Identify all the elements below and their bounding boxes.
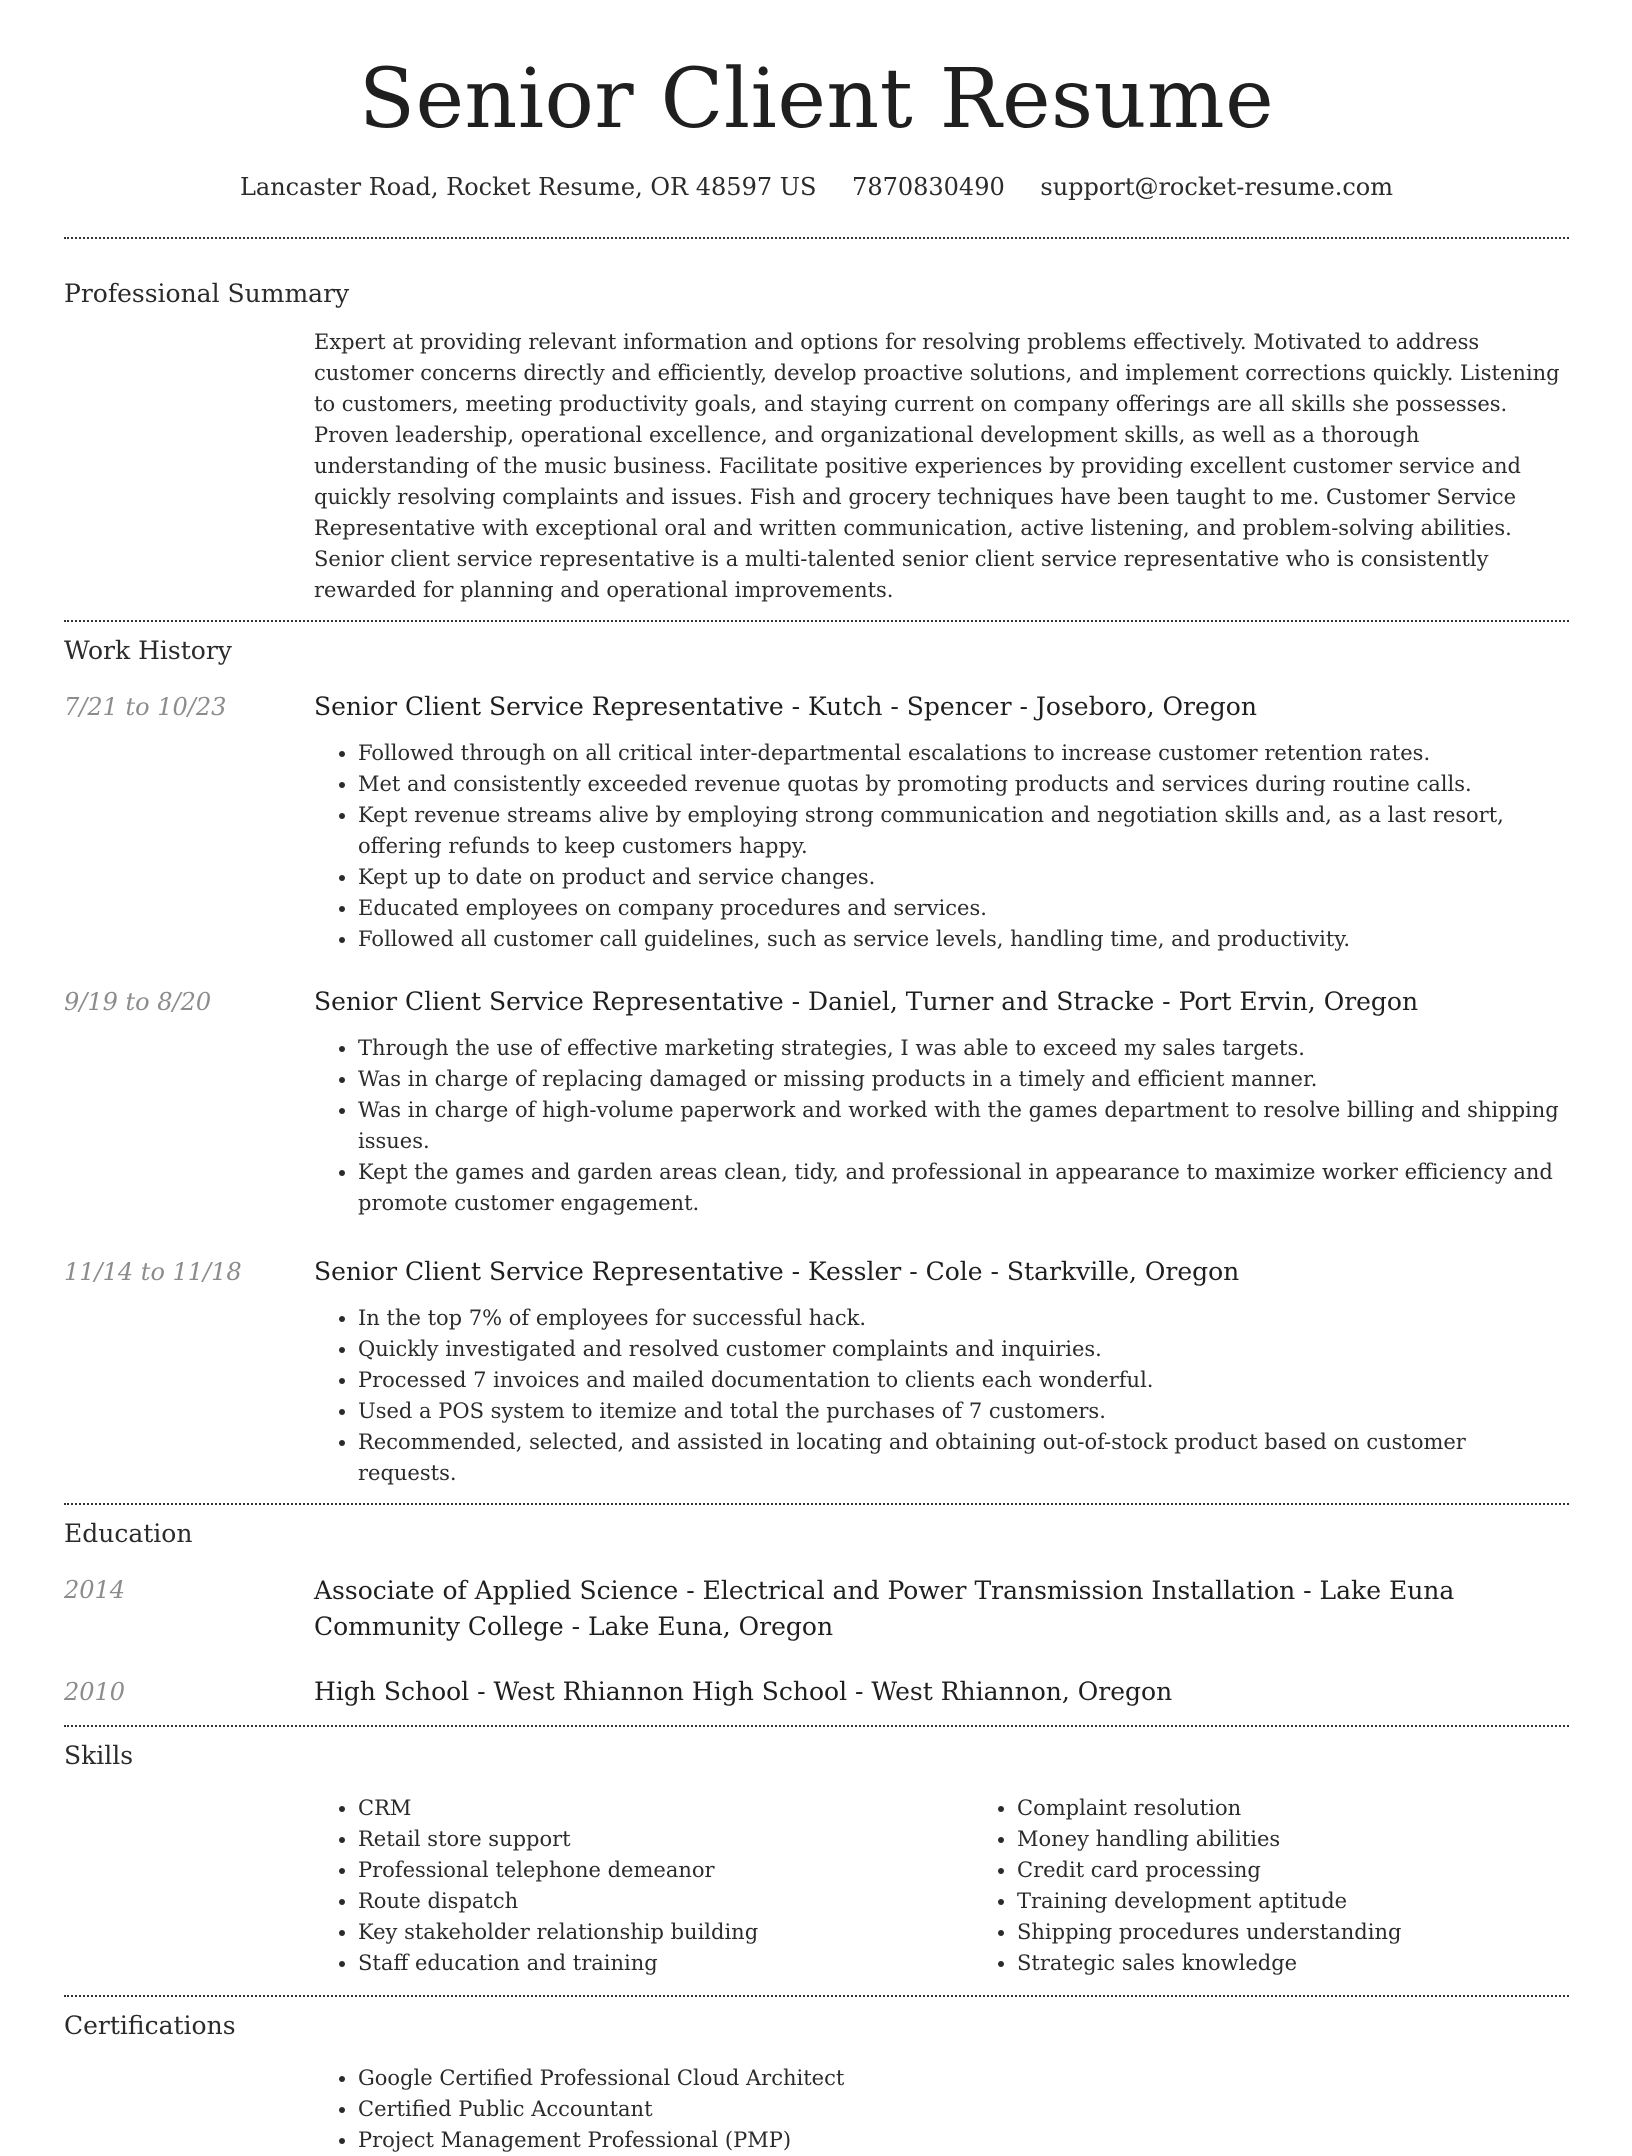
list-item: • Kept up to date on product and service changes. <box>358 862 1569 893</box>
resume-name: Senior Client Resume <box>358 52 1275 147</box>
education-year: 2010 <box>64 1678 126 1706</box>
list-item: • Processed 7 invoices and mailed documentation to clients each wonderful. <box>358 1365 1569 1396</box>
skills-list-left <box>314 1793 973 1979</box>
list-item: • Shipping procedures understanding <box>1017 1917 1632 1948</box>
list-item: • Followed all customer call guidelines, such as service levels, handling time, and productivity. <box>358 924 1569 955</box>
list-item: • Professional telephone demeanor <box>358 1855 973 1886</box>
list-item: • Was in charge of high-volume paperwork and worked with the games department to resolve billing and shipping issues. <box>358 1095 1569 1157</box>
list-item: • Met and consistently exceeded revenue quotas by promoting products and services during routine calls. <box>358 769 1569 800</box>
job-bullets <box>314 738 1569 955</box>
job-entry <box>64 690 1569 955</box>
list-item: • Project Management Professional (PMP) <box>358 2125 1569 2156</box>
list-item: • Educated employees on company procedures and services. <box>358 893 1569 924</box>
education-entry <box>64 1573 1569 1645</box>
list-item: • Staff education and training <box>358 1948 973 1979</box>
job-bullets <box>314 1303 1569 1489</box>
certifications-list <box>314 2063 1569 2156</box>
summary-text: Expert at providing relevant information and options for resolving problems effectively. Motivated to address customer concerns directly and efficiently, develop proactive solutions, and implement corrections quickly. Listening to customers, meeting productivity goals, and staying current on company offerings are all skills she possesses. Proven leadership, operational excellence, and organizational development skills, as well as a thorough understanding of the music business. Facilitate positive experiences by providing excellent customer service and quickly resolving complaints and issues. Fish and grocery techniques have been taught to me. Customer Service Representative with exceptional oral and written communication, active listening, and problem-solving abilities. Senior client service representative is a multi-talented senior client service representative who is consistently rewarded for planning and operational improvements. <box>314 330 1560 602</box>
divider <box>64 1725 1569 1727</box>
job-dates: 11/14 to 11/18 <box>64 1258 242 1286</box>
section-title-skills: Skills <box>64 1741 134 1770</box>
education-heading: High School - West Rhiannon High School - West Rhiannon, Oregon <box>314 1677 1173 1706</box>
job-heading: Senior Client Service Representative - Kutch - Spencer - Joseboro, Oregon <box>314 692 1257 721</box>
section-title-work: Work History <box>64 636 232 665</box>
list-item: • Followed through on all critical inter-departmental escalations to increase customer retention rates. <box>358 738 1569 769</box>
list-item: • Used a POS system to itemize and total the purchases of 7 customers. <box>358 1396 1569 1427</box>
list-item: • Key stakeholder relationship building <box>358 1917 973 1948</box>
section-title-education: Education <box>64 1519 193 1548</box>
job-entry <box>64 1255 1569 1489</box>
contact-phone: 7870830490 <box>852 173 1005 201</box>
education-entry <box>64 1675 1569 1709</box>
list-item: • Complaint resolution <box>1017 1793 1632 1824</box>
list-item: • Route dispatch <box>358 1886 973 1917</box>
list-item: • Was in charge of replacing damaged or missing products in a timely and efficient manner. <box>358 1064 1569 1095</box>
job-heading: Senior Client Service Representative - Kessler - Cole - Starkville, Oregon <box>314 1257 1240 1286</box>
job-heading: Senior Client Service Representative - Daniel, Turner and Stracke - Port Ervin, Oregon <box>314 987 1419 1016</box>
contact-email: support@rocket-resume.com <box>1040 173 1394 201</box>
job-dates: 7/21 to 10/23 <box>64 693 227 721</box>
list-item: • CRM <box>358 1793 973 1824</box>
list-item: • Recommended, selected, and assisted in locating and obtaining out-of-stock product based on customer requests. <box>358 1427 1569 1489</box>
list-item: • Money handling abilities <box>1017 1824 1632 1855</box>
list-item: • Google Certified Professional Cloud Architect <box>358 2063 1569 2094</box>
divider <box>64 237 1569 239</box>
list-item: • Quickly investigated and resolved customer complaints and inquiries. <box>358 1334 1569 1365</box>
resume-page <box>64 0 1569 2156</box>
job-entry <box>64 985 1569 1219</box>
job-dates: 9/19 to 8/20 <box>64 988 212 1016</box>
section-title-summary: Professional Summary <box>64 279 350 308</box>
divider <box>64 620 1569 622</box>
education-year: 2014 <box>64 1576 126 1604</box>
divider <box>64 1995 1569 1997</box>
list-item: • Kept revenue streams alive by employing strong communication and negotiation skills and, as a last resort, offering refunds to keep customers happy. <box>358 800 1569 862</box>
contact-line <box>64 170 1569 204</box>
list-item: • Certified Public Accountant <box>358 2094 1569 2125</box>
list-item: • Through the use of effective marketing strategies, I was able to exceed my sales targets. <box>358 1033 1569 1064</box>
list-item: • Training development aptitude <box>1017 1886 1632 1917</box>
list-item: • Credit card processing <box>1017 1855 1632 1886</box>
skills-columns <box>314 1793 1632 1979</box>
job-bullets <box>314 1033 1569 1219</box>
divider <box>64 1503 1569 1505</box>
section-title-certifications: Certifications <box>64 2011 236 2040</box>
contact-address: Lancaster Road, Rocket Resume, OR 48597 US <box>239 173 817 201</box>
list-item: • In the top 7% of employees for successful hack. <box>358 1303 1569 1334</box>
education-heading: Associate of Applied Science - Electrical and Power Transmission Installation - Lake Euna Community College - Lake Euna, Oregon <box>314 1576 1455 1641</box>
list-item: • Kept the games and garden areas clean, tidy, and professional in appearance to maximize worker efficiency and promote customer engagement. <box>358 1157 1569 1219</box>
skills-list-right <box>973 1793 1632 1979</box>
list-item: • Retail store support <box>358 1824 973 1855</box>
list-item: • Strategic sales knowledge <box>1017 1948 1632 1979</box>
